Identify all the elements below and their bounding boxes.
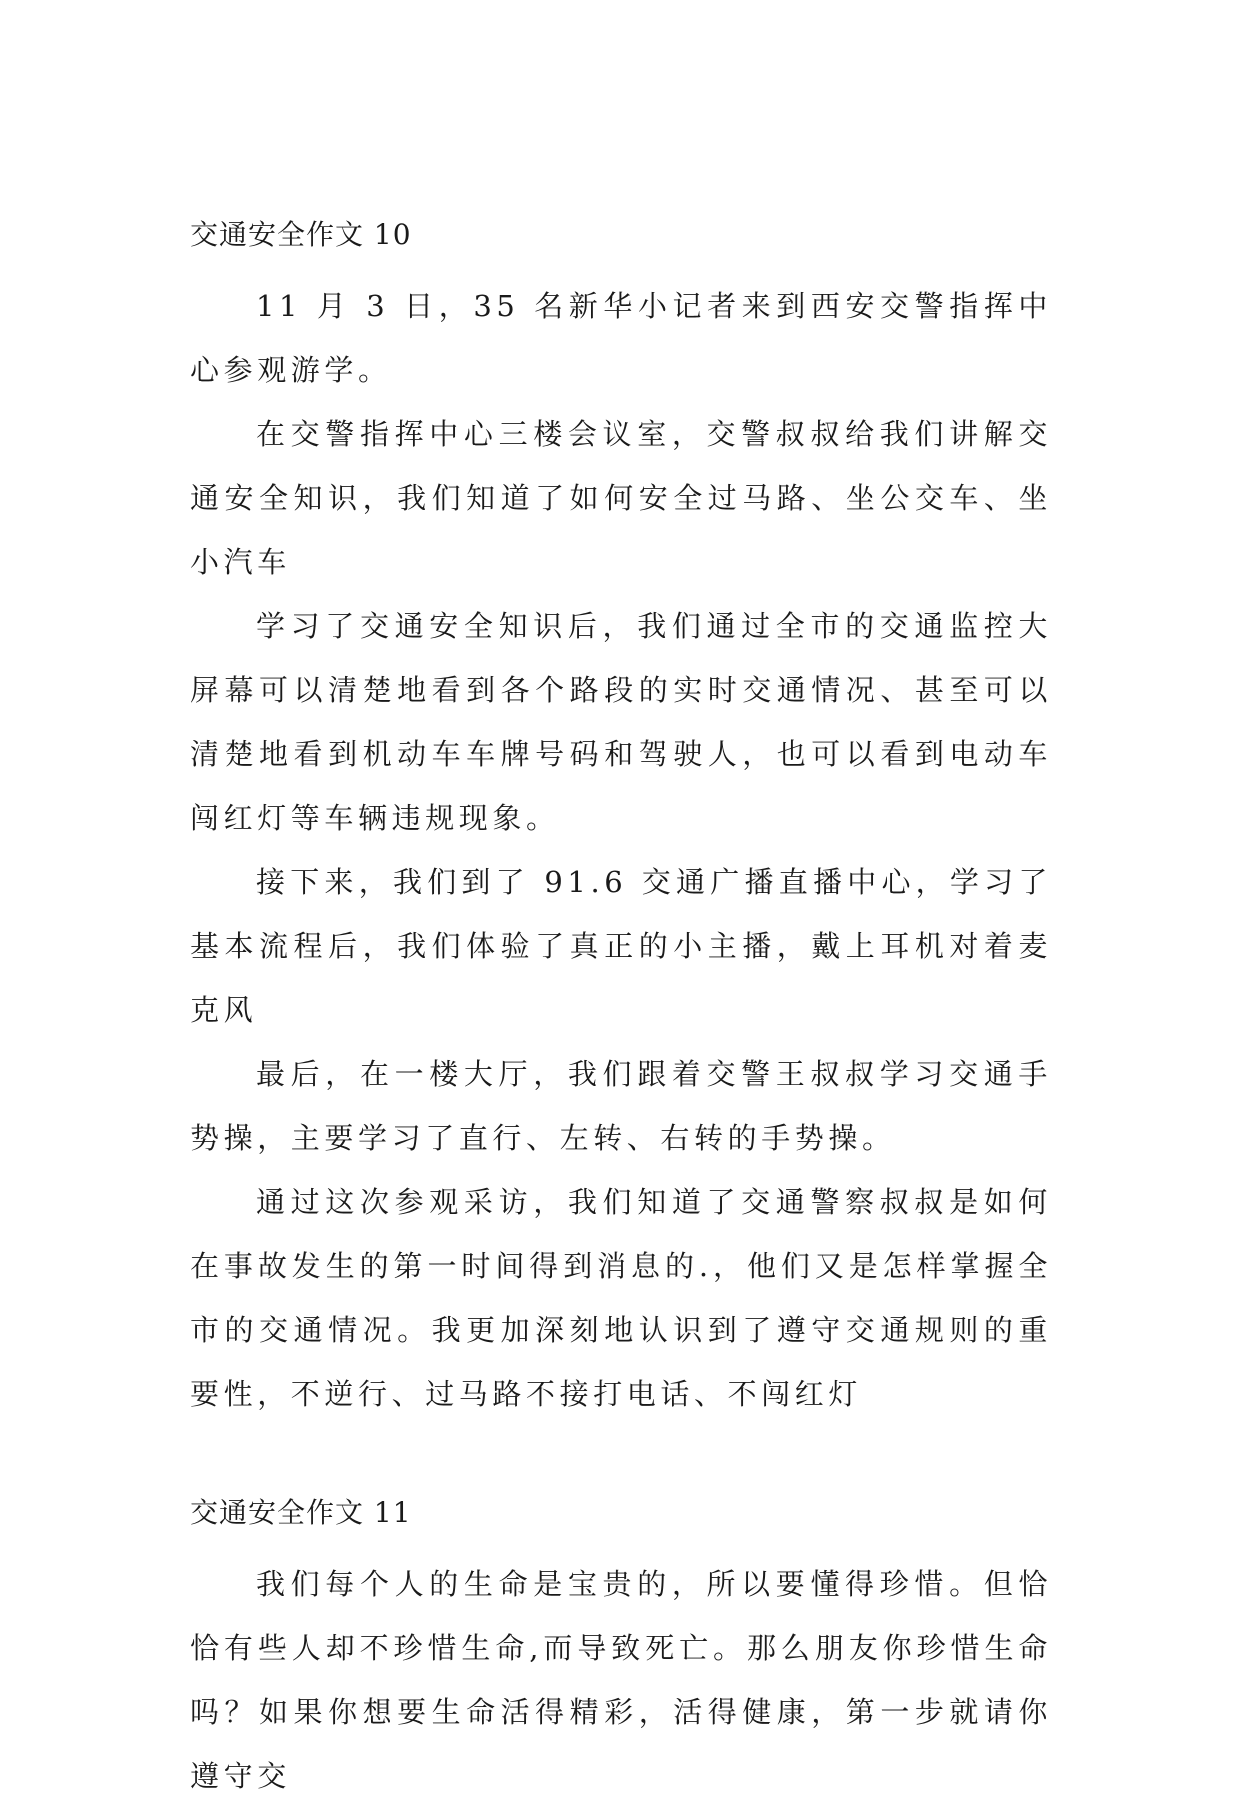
paragraph: 通过这次参观采访，我们知道了交通警察叔叔是如何在事故发生的第一时间得到消息的.，他们又是怎样掌握全市的交通情况。我更加深刻地认识到了遵守交通规则的重要性，不逆行、过马路不接打电话、不闯红灯	[190, 1185, 1052, 1411]
document-body	[190, 218, 1052, 1808]
paragraph: 最后，在一楼大厅，我们跟着交警王叔叔学习交通手势操，主要学习了直行、左转、右转的手势操。	[190, 1057, 1052, 1155]
essay-heading: 交通安全作文 11	[190, 1496, 412, 1529]
essay-section-11	[190, 1496, 1052, 1808]
essay-section-10	[190, 218, 1052, 1426]
paragraph: 学习了交通安全知识后，我们通过全市的交通监控大屏幕可以清楚地看到各个路段的实时交通情况、甚至可以清楚地看到机动车车牌号码和驾驶人，也可以看到电动车闯红灯等车辆违规现象。	[190, 609, 1052, 835]
paragraph: 我们每个人的生命是宝贵的，所以要懂得珍惜。但恰恰有些人却不珍惜生命,而导致死亡。那么朋友你珍惜生命吗？如果你想要生命活得精彩，活得健康，第一步就请你遵守交	[190, 1567, 1052, 1793]
paragraph: 11 月 3 日，35 名新华小记者来到西安交警指挥中心参观游学。	[190, 289, 1052, 387]
essay-heading: 交通安全作文 10	[190, 218, 412, 251]
paragraph: 在交警指挥中心三楼会议室，交警叔叔给我们讲解交通安全知识，我们知道了如何安全过马路、坐公交车、坐小汽车	[190, 417, 1052, 579]
paragraph: 接下来，我们到了 91.6 交通广播直播中心，学习了基本流程后，我们体验了真正的小主播，戴上耳机对着麦克风	[190, 865, 1052, 1027]
